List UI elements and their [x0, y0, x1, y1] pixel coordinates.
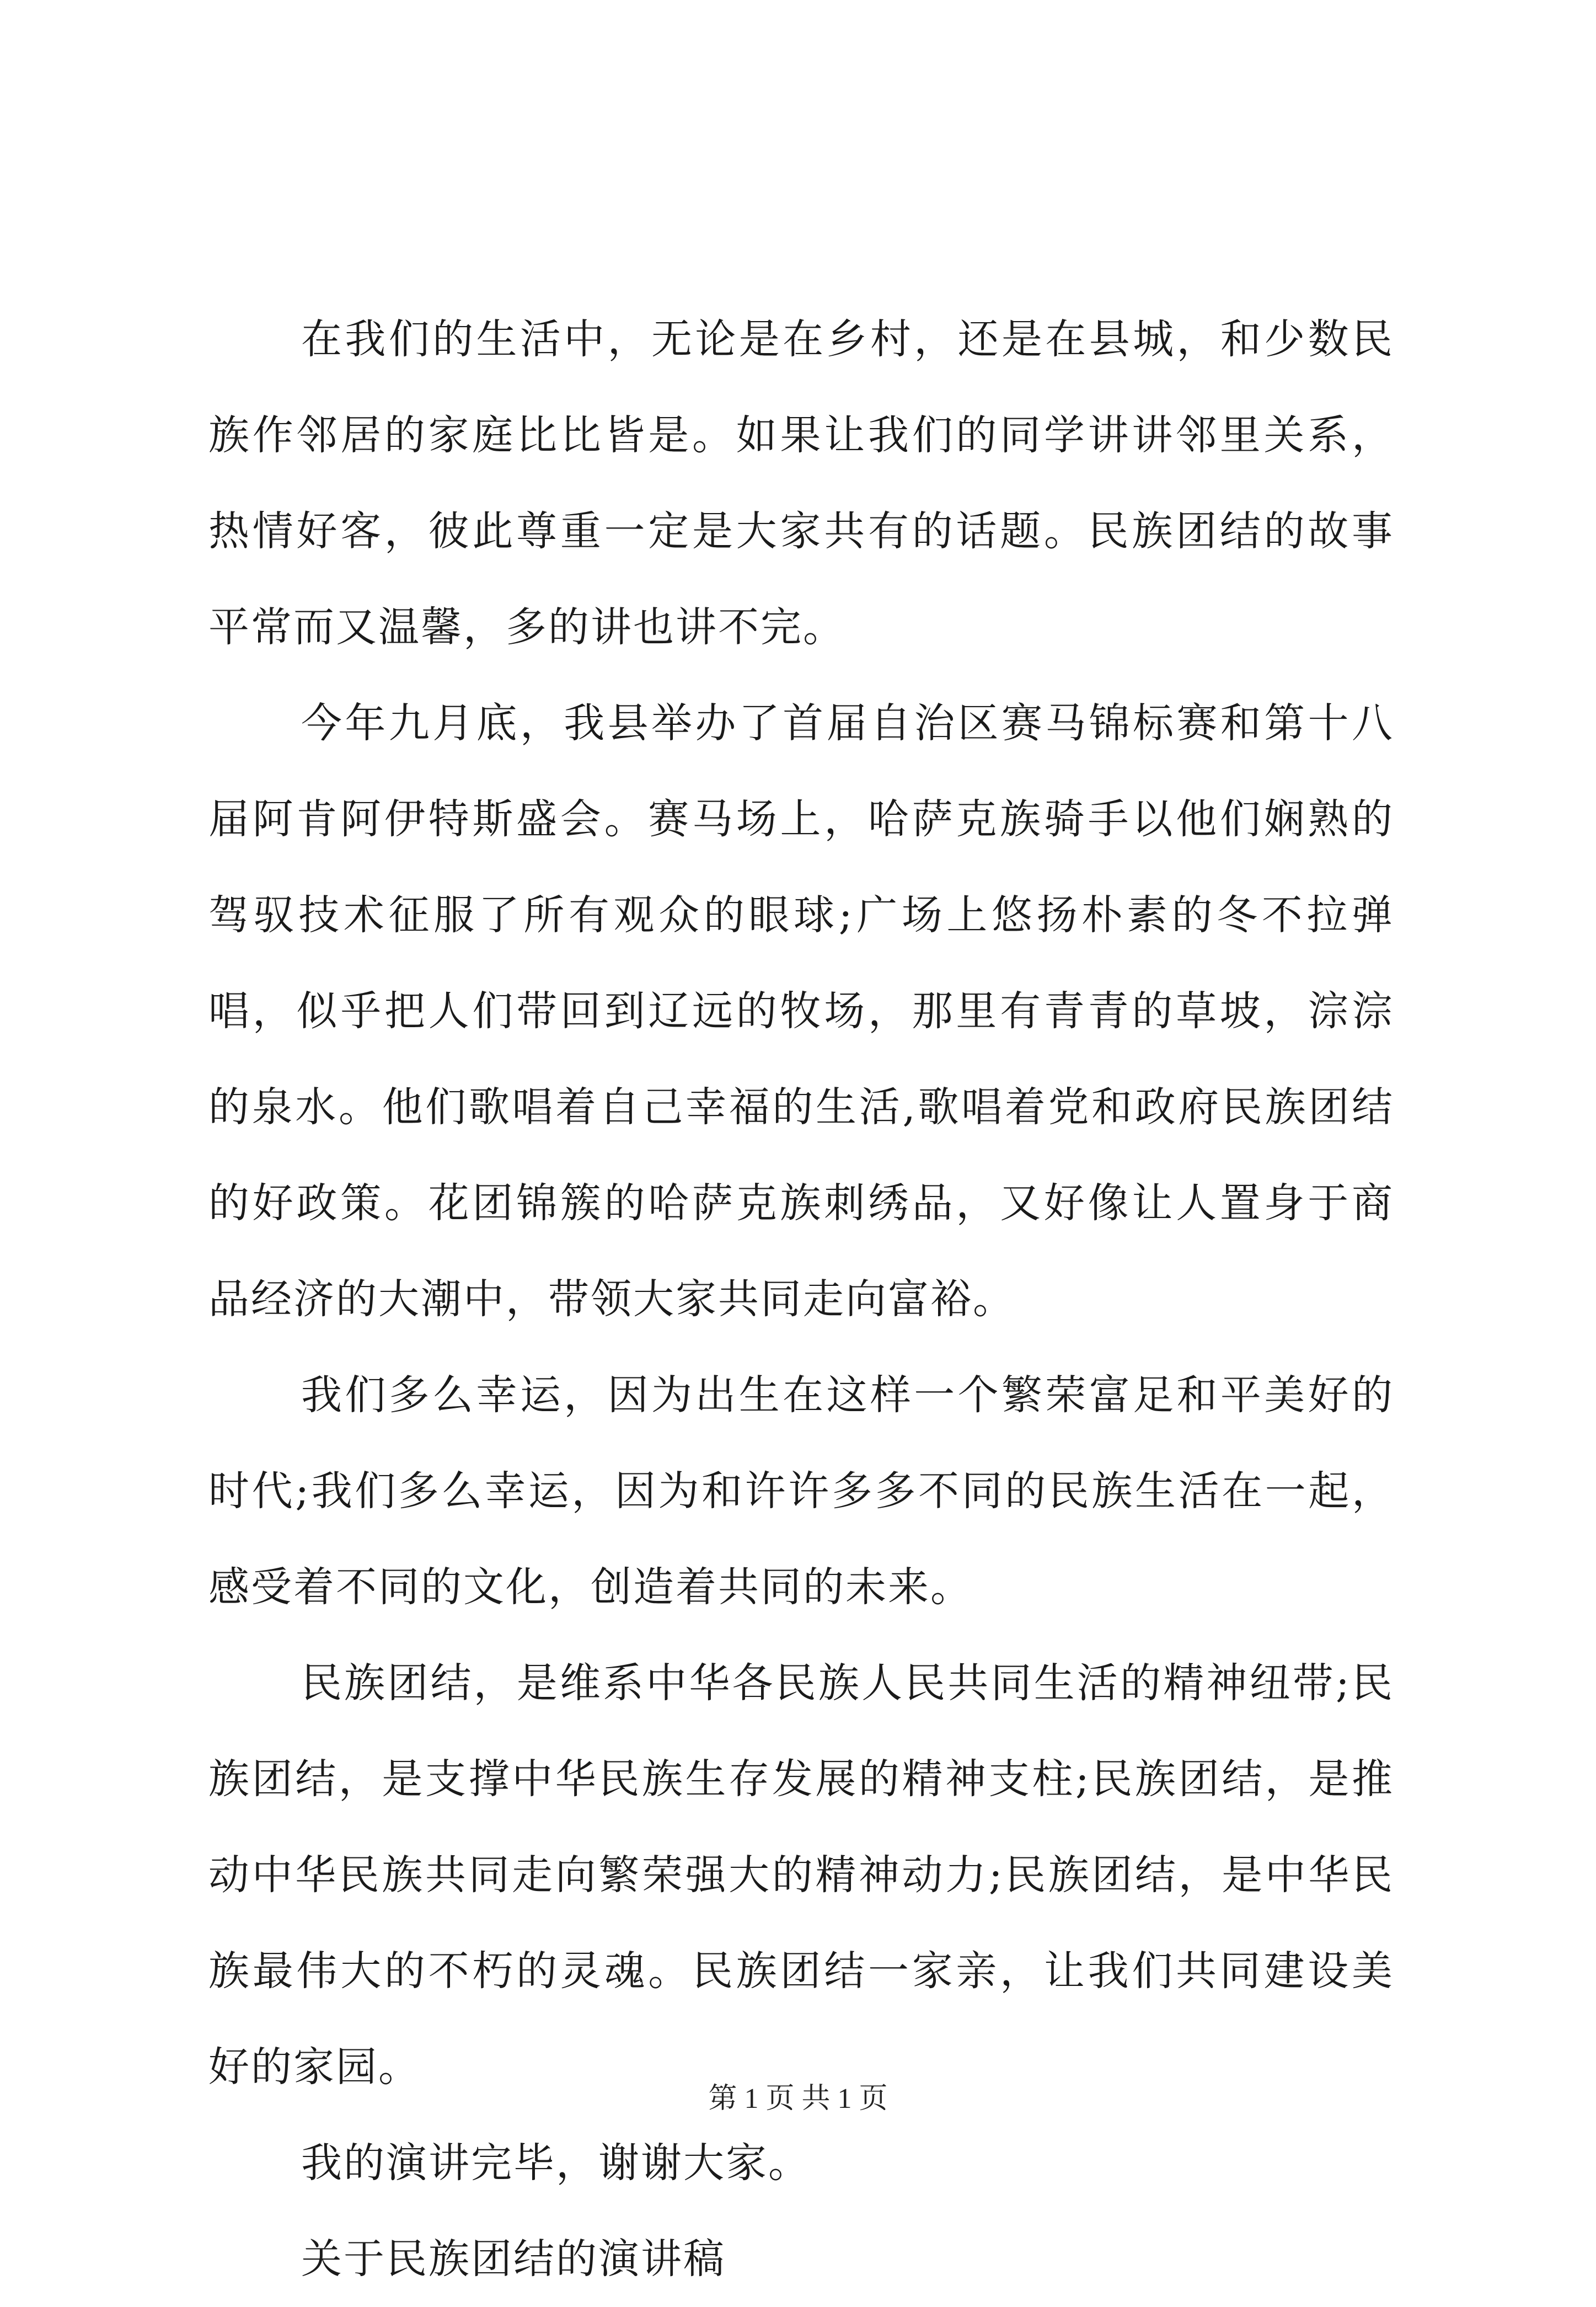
- document-body: [208, 291, 1394, 2307]
- paragraph-title-line: 关于民族团结的演讲稿: [301, 2235, 726, 2283]
- paragraph-2: 今年九月底，我县举办了首届自治区赛马锦标赛和第十八届阿肯阿伊特斯盛会。赛马场上，哈萨克族骑手以他们娴熟的驾驭技术征服了所有观众的眼球;广场上悠扬朴素的冬不拉弹唱，似乎把人们带回到辽远的牧场，那里有青青的草坡，淙淙的泉水。他们歌唱着自己幸福的生活,歌唱着党和政府民族团结的好政策。花团锦簇的哈萨克族刺绣品，又好像让人置身于商品经济的大潮中，带领大家共同走向富裕。: [208, 699, 1394, 1323]
- paragraph-closing: 我的演讲完毕，谢谢大家。: [301, 2139, 811, 2187]
- page-footer: 第 1 页 共 1 页: [708, 2083, 888, 2114]
- paragraph-4: 民族团结，是维系中华各民族人民共同生活的精神纽带;民族团结，是支撑中华民族生存发展的精神支柱;民族团结，是推动中华民族共同走向繁荣强大的精神动力;民族团结，是中华民族最伟大的不朽的灵魂。民族团结一家亲，让我们共同建设美好的家园。: [208, 1659, 1394, 2091]
- paragraph-3: 我们多么幸运，因为出生在这样一个繁荣富足和平美好的时代;我们多么幸运，因为和许许多多不同的民族生活在一起，感受着不同的文化，创造着共同的未来。: [208, 1371, 1394, 1611]
- paragraph-1: 在我们的生活中，无论是在乡村，还是在县城，和少数民族作邻居的家庭比比皆是。如果让我们的同学讲讲邻里关系，热情好客，彼此尊重一定是大家共有的话题。民族团结的故事平常而又温馨，多的讲也讲不完。: [208, 316, 1394, 651]
